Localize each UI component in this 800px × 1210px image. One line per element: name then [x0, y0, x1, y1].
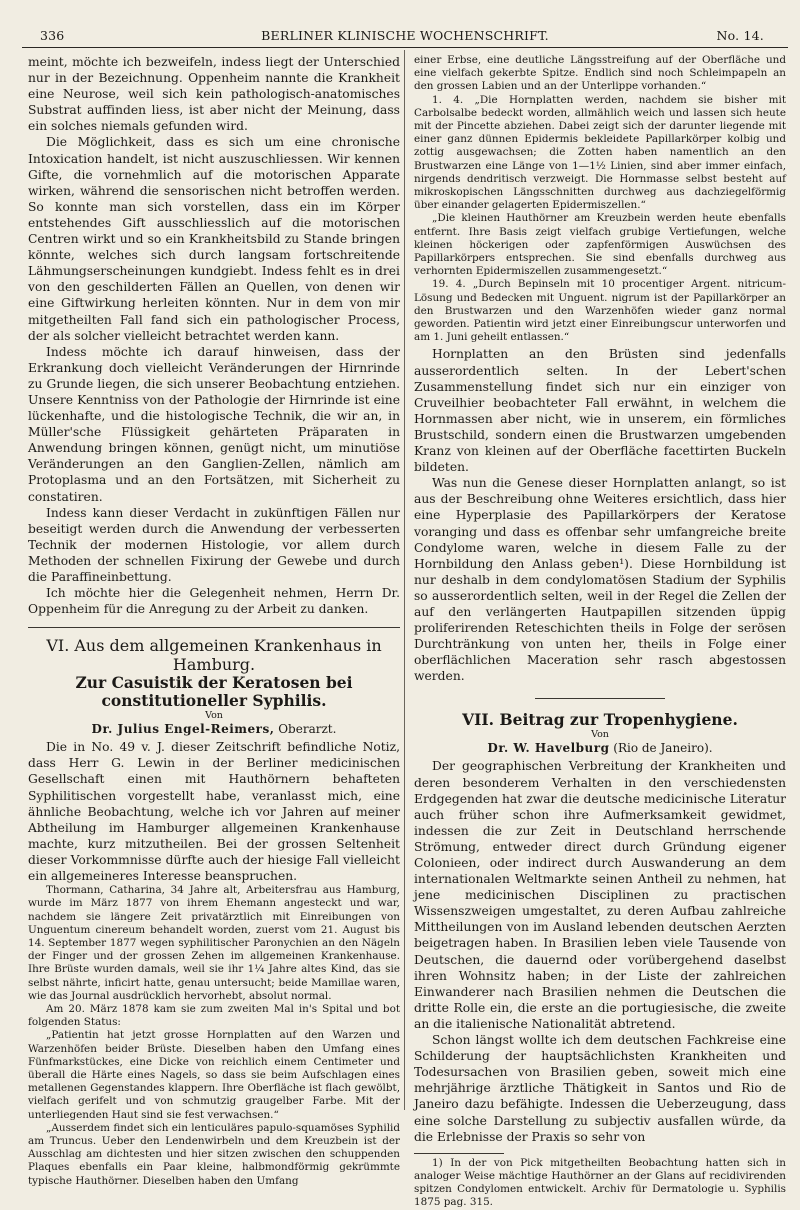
column-divider [404, 50, 405, 1110]
author-name: Dr. Julius Engel-Reimers, [91, 722, 275, 737]
body-paragraph: meint, möchte ich bezweifeln, indess liegt der Unterschied nur in der Bezeichnung. Oppenheim nannte die Krankheit eine Neurose, weil sich kein pathologisch-anatomisches Substrat auffinden liess, ist aber nicht der Meinung, dass ein solches niemals gefunden wird. [28, 55, 400, 134]
case-paragraph: Thormann, Catharina, 34 Jahre alt, Arbeitersfrau aus Hamburg, wurde im März 1877 von ihrem Ehemann angesteckt und war, nachdem sie längere Zeit privatärztlich mit Einreibungen von Unguentum cinereum behandelt worden, zuerst vom 21. August bis 14. September 1877 wegen syphilitischer Paronychien an den Nägeln der Finger und der grossen Zehen im allgemeinen Krankenhause. Ihre Brüste wurden damals, weil sie ihr 1¼ Jahre altes Kind, das sie selbst nährte, inficirt hatte, genau untersucht; beide Mamillae waren, wie das Journal ausdrücklich hervorhebt, absolut normal. [28, 884, 400, 1002]
author-name: Dr. W. Havelburg [487, 741, 610, 756]
case-quote: „Ausserdem findet sich ein lenticuläres papulo-squamöses Syphilid am Truncus. Ueber den Lendenwirbeln und dem Kreuzbein ist der Ausschlag am dichtesten und hier sitzen zwischen den schuppenden Plaques ebenfalls ein Paar kleine, halbmondförmig gekrümmte typische Hauthörner. Dieselben haben den Umfang [28, 1121, 400, 1187]
left-column [28, 54, 400, 1188]
body-paragraph: Die Möglichkeit, dass es sich um eine chronische Intoxication handelt, ist nicht auszuschliessen. Wir kennen Gifte, die vornehmlich auf die motorischen Apparate wirken, während die sensorischen nicht betroffen werden. So konnte man sich vorstellen, dass ein im Körper entstehendes Gift ausschliesslich auf die motorischen Centren wirkt und so ein Krankheitsbild zu Stande bringen könnte, welches sich durch langsam fortschreitende Lähmungserscheinungen kundgiebt. Indess fehlt es in drei von den geschilderten Fällen an Quellen, von denen wir eine Giftwirkung herleiten könnten. Nur in dem von mir mitgetheilten Fall fand sich ein pathologischer Process, der als solcher vielleicht betrachtet werden kann. [28, 135, 400, 343]
issue-number: No. 14. [716, 28, 764, 43]
header-rule [22, 47, 788, 48]
page-number: 336 [40, 28, 65, 43]
body-paragraph: Indess möchte ich darauf hinweisen, dass der Erkrankung doch vielleicht Veränderungen der Hirnrinde zu Grunde liegen, die sich unserer Beobachtung entziehen. Unsere Kenntniss von der Pathologie der Hirnrinde ist eine lückenhafte, und die histologische Technik, die wir an, in Müller'sche Flüssigkeit gehärteten Präparaten in Anwendung bringen können, genügt nicht, um minutiöse Veränderungen an den Ganglien-Zellen, nämlich am Protoplasma und an den Fortsätzen, mit Sicherheit zu constatiren. [28, 344, 400, 504]
author-role: Oberarzt. [274, 722, 337, 737]
case-quote: einer Erbse, eine deutliche Längsstreifung auf der Oberfläche und eine vielfach gekerbte Spitze. Endlich sind noch Schleimpapeln an den grossen Labien und an der Unterlippe vorhanden.“ [414, 54, 786, 93]
section-title: VI. Aus dem allgemeinen Krankenhaus in Hamburg. [46, 636, 382, 675]
body-paragraph: Was nun die Genese dieser Hornplatten anlangt, so ist aus der Beschreibung ohne Weiteres ersichtlich, dass hier eine Hyperplasie des Papillarkörpers der Keratose voranging und dass es offenbar sehr umfangreiche breite Condylome waren, welche in diesem Falle zu der Hornbildung den Anlass geben¹). Diese Hornbildung ist nur deshalb in dem condylomatösen Stadium der Syphilis so ausserordentlich selten, weil in der Regel die Zellen der auf den verlängerten Hautpapillen sitzenden üppig proliferirenden Reteschichten theils in Folge der serösen Durchtränkung von unten her, theils in Folge einer oberflächlichen Maceration sehr rasch abgestossen werden. [414, 476, 786, 684]
footnote: 1) In der von Pick mitgetheilten Beobachtung hatten sich in analoger Weise mächtige Hauthörner an der Glans auf recidivirenden spitzen Condylomen entwickelt. Archiv für Dermatologie u. Syphilis 1875 pag. 315. [414, 1156, 786, 1209]
right-column [414, 54, 786, 1210]
body-paragraph: Indess kann dieser Verdacht in zukünftigen Fällen nur beseitigt werden durch die Anwendung der verbesserten Technik der modernen Histologie, vor allem durch Methoden der schnellen Fixirung der Gewebe und durch die Paraffineinbettung. [28, 505, 400, 584]
byline-von: Von [205, 710, 223, 722]
body-paragraph: Hornplatten an den Brüsten sind jedenfalls ausserordentlich selten. In der Lebert'schen Zusammenstellung findet sich nur ein einziger von Cruveilhier beobachteter Fall erwähnt, in welchem die Hornmassen aber nicht, wie in unserem, ein förmliches Brustschild, sondern einen die Brustwarzen umgebenden Kranz von kleinen auf der Oberfläche facettirten Buckeln bildeten. [414, 347, 786, 475]
article-title: Zur Casuistik der Keratosen bei constitutioneller Syphilis. [75, 673, 353, 711]
author-line [414, 741, 786, 756]
journal-title: BERLINER KLINISCHE WOCHENSCHRIFT. [261, 28, 549, 43]
running-header [22, 28, 788, 46]
article-title: VII. Beitrag zur Tropenhygiene. [462, 710, 738, 730]
author-line [28, 722, 400, 737]
case-quote: 1. 4. „Die Hornplatten werden, nachdem sie bisher mit Carbolsalbe bedeckt worden, allmählich weich und lassen sich heute mit der Pincette abziehen. Dabei zeigt sich der darunter liegende mit einer ganz dünnen Epidermis bekleidete Papillarkörper kolbig und zottig ausgewachsen; die Zotten haben namentlich an den Brustwarzen eine Länge von 1—1½ Linien, sind aber immer einfach, nirgends dendritisch verzweigt. Die Hornmasse selbst besteht auf mikroskopischen Längsschnitten durchweg aus dachziegelförmig über einander gelagerten Epidermiszellen.“ [414, 93, 786, 212]
byline-von: Von [591, 729, 609, 741]
case-quote: „Die kleinen Hauthörner am Kreuzbein werden heute ebenfalls entfernt. Ihre Basis zeigt vielfach grubige Vertiefungen, welche kleinen höckerigen oder zapfenförmigen Auswüchsen des Papillarkörpers entsprechen. Sie sind ebenfalls durchweg aus verhornten Epidermiszellen zusammengesetzt.“ [414, 212, 786, 278]
body-paragraph: Die in No. 49 v. J. dieser Zeitschrift befindliche Notiz, dass Herr G. Lewin in der Berliner medicinischen Gesellschaft einen mit Hauthörnern behafteten Syphilitischen vorgestellt habe, veranlasst mich, eine ähnliche Beobachtung, welche ich vor Jahren auf meiner Abtheilung im Hamburger allgemeinen Krankenhause machte, kurz mitzutheilen. Bei der grossen Seltenheit dieser Vorkommnisse dürfte auch der hiesige Fall vielleicht ein allgemeineres Interesse beanspruchen. [28, 740, 400, 884]
body-paragraph: Schon längst wollte ich dem deutschen Fachkreise eine Schilderung der hauptsächlichsten Krankheiten und Todesursachen von Brasilien geben, soweit mich eine mehrjährige ärztliche Thätigkeit in Santos und Rio de Janeiro dazu befähigte. Indessen die Ueberzeugung, dass eine solche Darstellung zu subjectiv ausfallen würde, da die Erlebnisse der Praxis so sehr von [414, 1033, 786, 1144]
author-place: (Rio de Janeiro). [609, 741, 713, 756]
case-quote: 19. 4. „Durch Bepinseln mit 10 procentiger Argent. nitricum-Lösung und Bedecken mit Unguent. nigrum ist der Papillarkörper an den Brustwarzen und den Warzenhöfen wieder ganz normal geworden. Patientin wird jetzt einer Einreibungscur unterworfen und am 1. Juni geheilt entlassen.“ [414, 278, 786, 344]
case-quote: „Patientin hat jetzt grosse Hornplatten auf den Warzen und Warzenhöfen beider Brüste. Dieselben haben den Umfang eines Fünfmarkstückes, eine Dicke von reichlich einem Centimeter und überall die Härte eines Nagels, so dass sie beim Aufschlagen eines metallenen Gegenstandes klappern. Ihre Oberfläche ist flach gewölbt, vielfach gerifelt und von schmutzig graugelber Farbe. Mit der unterliegenden Haut sind sie fest verwachsen.“ [28, 1029, 400, 1121]
body-paragraph: Der geographischen Verbreitung der Krankheiten und deren besonderem Verhalten in den verschiedensten Erdgegenden hat zwar die deutsche medicinische Literatur auch früher schon ihre Aufmerksamkeit gewidmet, indessen die zur Zeit in Deutschland herrschende Strömung, entweder direct durch Gründung eigener Colonieen, oder indirect durch Auswanderung an dem internationalen Weltmarkte seinen Antheil zu nehmen, hat jene medicinischen Disciplinen zu practischen Wissenszweigen umgestaltet, zu deren Aufbau zahlreiche Mittheilungen von im Ausland lebenden deutschen Aerzten beigetragen haben. In Brasilien leben viele Tausende von Deutschen, die dauernd oder vorübergehend daselbst ihren Wohnsitz haben; in der Liste der zahlreichen Einwanderer nach Brasilien nehmen die Deutschen die dritte Rolle ein, die erste an die portugiesische, die zweite an die italienische Nationalität abtretend. [414, 759, 786, 1031]
case-paragraph: Am 20. März 1878 kam sie zum zweiten Mal in's Spital und bot folgenden Status: [28, 1002, 400, 1029]
body-paragraph: Ich möchte hier die Gelegenheit nehmen, Herrn Dr. Oppenheim für die Anregung zu der Arbeit zu danken. [28, 586, 400, 617]
